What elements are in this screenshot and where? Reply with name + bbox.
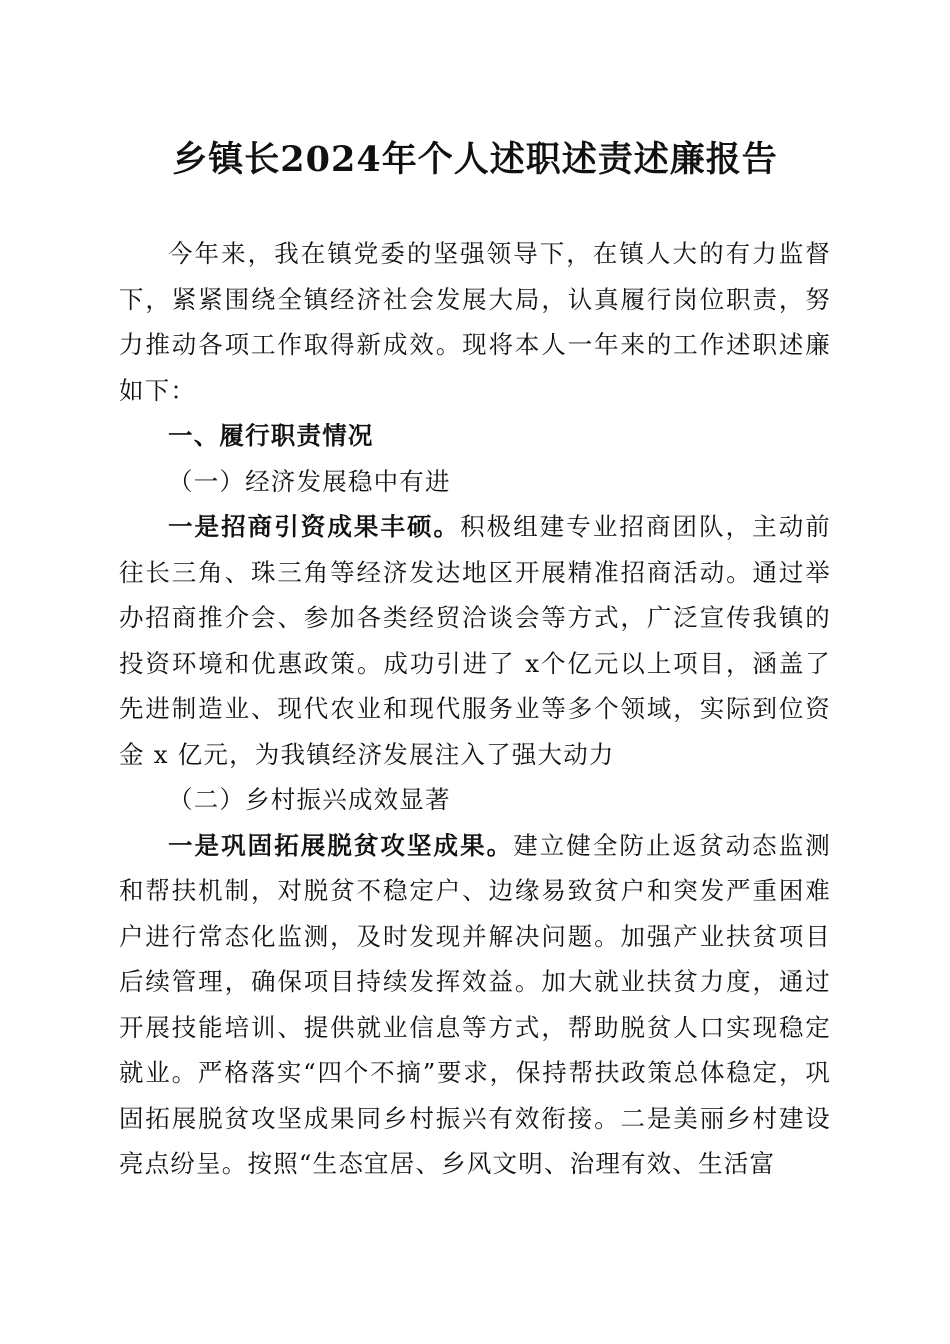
- paragraph-investment: [119, 504, 831, 777]
- paragraph-lead: 一是巩固拓展脱贫攻坚成果。: [168, 830, 514, 860]
- document-title: 乡镇长2024年个人述职述责述廉报告: [172, 139, 778, 180]
- subsection-heading-1: （一）经济发展稳中有进: [168, 466, 451, 496]
- paragraph-body: 建立健全防止返贫动态监测和帮扶机制，对脱贫不稳定户、边缘易致贫户和突发严重困难户进行常态化监测，及时发现并解决问题。加强产业扶贫项目后续管理，确保项目持续发挥效益。加大就业扶贫力度，通过开展技能培训、提供就业信息等方式，帮助脱贫人口实现稳定就业。严格落实“四个不摘”要求，保持帮扶政策总体稳定，巩固拓展脱贫攻坚成果同乡村振兴有效衔接。二是美丽乡村建设亮点纷呈。按照“生态宜居、乡风文明、治理有效、生活富: [119, 830, 831, 1178]
- subsection-heading-2: （二）乡村振兴成效显著: [168, 785, 451, 814]
- section-heading: 一、履行职责情况: [168, 421, 374, 450]
- paragraph-lead: 一是招商引资成果丰硕。: [168, 512, 461, 541]
- intro-paragraph: 今年来，我在镇党委的坚强领导下，在镇人大的有力监督下，紧紧围绕全镇经济社会发展大局，认真履行岗位职责，努力推动各项工作取得新成效。现将本人一年来的工作述职述廉如下：: [119, 239, 831, 405]
- paragraph-poverty: [119, 823, 831, 1187]
- paragraph-body: 积极组建专业招商团队，主动前往长三角、珠三角等经济发达地区开展精准招商活动。通过举办招商推介会、参加各类经贸洽谈会等方式，广泛宣传我镇的投资环境和优惠政策。成功引进了 x个亿元以上项目，涵盖了先进制造业、现代农业和现代服务业等多个领域，实际到位资金 x 亿元，为我镇经济发展注入了强大动力: [119, 512, 831, 769]
- document-body: [119, 231, 831, 1187]
